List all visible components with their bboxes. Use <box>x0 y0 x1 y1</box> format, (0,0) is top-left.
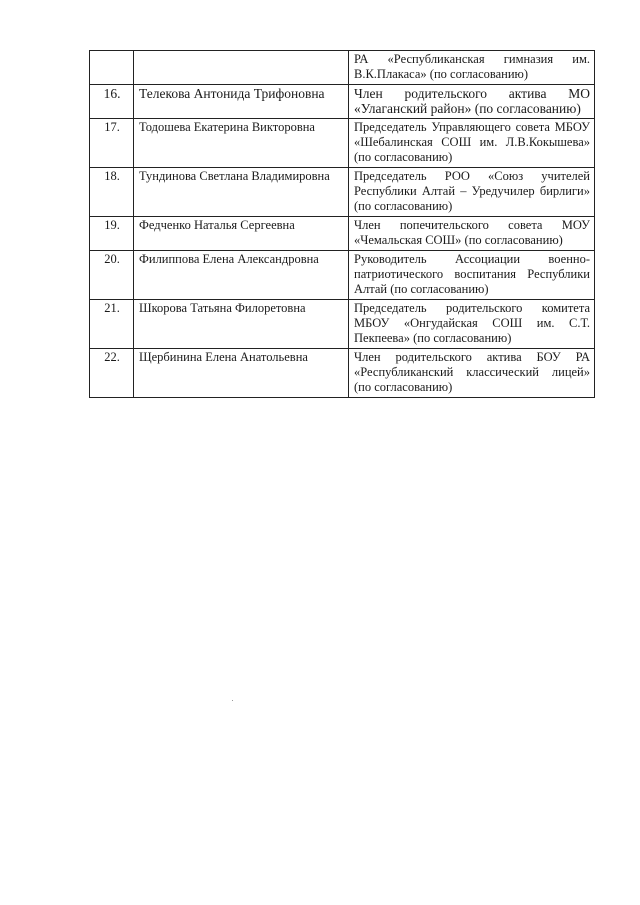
member-role: РА «Республиканская гимназия им. В.К.Плакаса» (по согласованию) <box>349 51 595 85</box>
row-number: 18. <box>90 168 134 217</box>
table-row <box>90 251 595 300</box>
row-number <box>90 51 134 85</box>
member-role: Председатель родительского комитета МБОУ «Онгудайская СОШ им. С.Т. Пекпеева» (по согласованию) <box>349 300 595 349</box>
member-role: Член попечительского совета МОУ «Чемальская СОШ» (по согласованию) <box>349 217 595 251</box>
row-number: 17. <box>90 119 134 168</box>
scan-speck <box>232 700 233 701</box>
member-role: Член родительского актива МО «Улаганский район» (по согласованию) <box>349 85 595 119</box>
table-row <box>90 51 595 85</box>
member-name: Тундинова Светлана Владимировна <box>134 168 349 217</box>
member-name: Телекова Антонида Трифоновна <box>134 85 349 119</box>
row-number: 20. <box>90 251 134 300</box>
row-number: 22. <box>90 349 134 398</box>
member-role: Председатель РОО «Союз учителей Республики Алтай – Уредучилер бирлиги» (по согласованию) <box>349 168 595 217</box>
table-row <box>90 119 595 168</box>
row-number: 21. <box>90 300 134 349</box>
row-number: 16. <box>90 85 134 119</box>
table-row <box>90 300 595 349</box>
table-row <box>90 217 595 251</box>
member-name: Щербинина Елена Анатольевна <box>134 349 349 398</box>
member-name: Федченко Наталья Сергеевна <box>134 217 349 251</box>
member-name <box>134 51 349 85</box>
member-name: Тодошева Екатерина Викторовна <box>134 119 349 168</box>
table-row <box>90 85 595 119</box>
table-row <box>90 168 595 217</box>
member-table <box>89 50 595 398</box>
row-number: 19. <box>90 217 134 251</box>
member-role: Руководитель Ассоциации военно-патриотического воспитания Республики Алтай (по согласованию) <box>349 251 595 300</box>
table-row <box>90 349 595 398</box>
member-role: Председатель Управляющего совета МБОУ «Шебалинская СОШ им. Л.В.Кокышева» (по согласованию) <box>349 119 595 168</box>
member-name: Филиппова Елена Александровна <box>134 251 349 300</box>
member-name: Шкорова Татьяна Филоретовна <box>134 300 349 349</box>
member-role: Член родительского актива БОУ РА «Республиканский классический лицей» (по согласованию) <box>349 349 595 398</box>
